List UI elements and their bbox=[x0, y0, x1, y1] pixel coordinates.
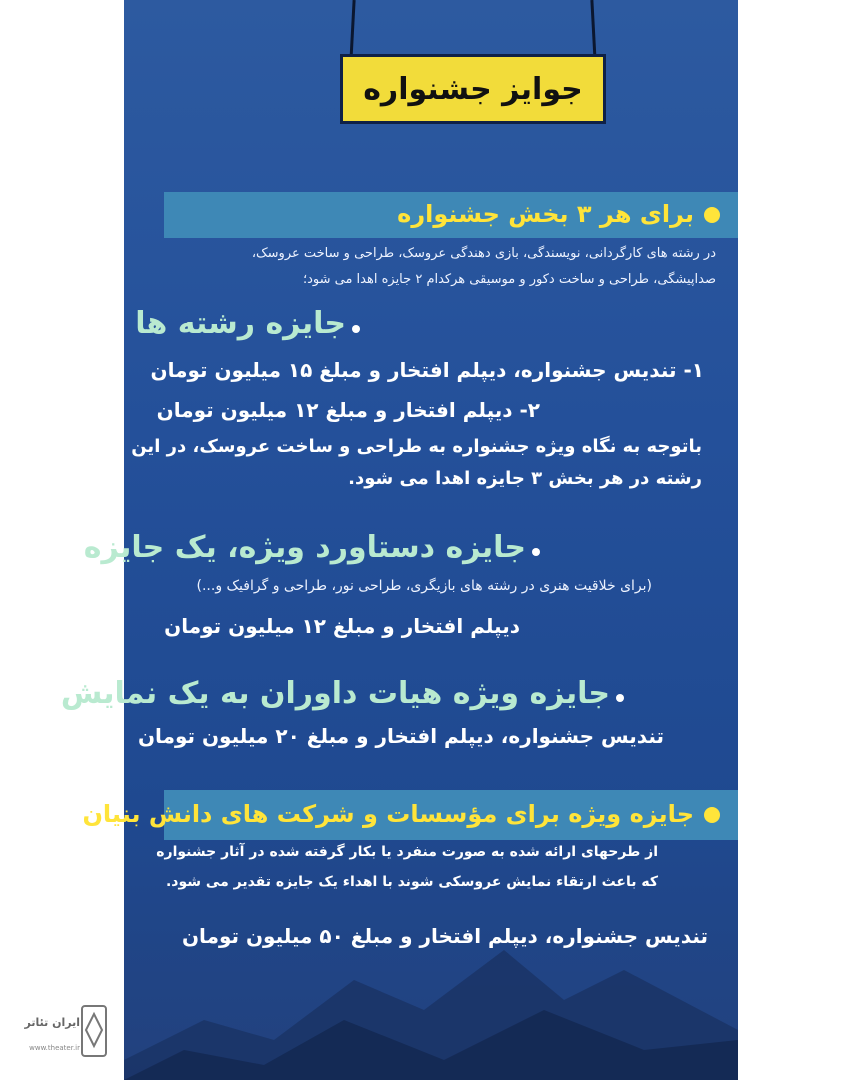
section3-bullet-icon bbox=[532, 548, 540, 556]
section3-prize: دیپلم افتخار و مبلغ ۱۲ میلیون تومان bbox=[164, 614, 520, 638]
section2-note1: باتوجه به نگاه ویژه جشنواره به طراحی و ساخت عروسک، در این bbox=[131, 436, 702, 457]
section5-line1: از طرحهای ارائه شده به صورت منفرد یا بکار گرفته شده در آثار جشنواره bbox=[156, 844, 658, 860]
theater-logo bbox=[24, 1000, 110, 1062]
section4-bullet-icon bbox=[616, 694, 624, 702]
logo-name: ایران تئاتر bbox=[24, 1016, 80, 1029]
sign-rope-left bbox=[349, 0, 355, 62]
section5-bullet-icon bbox=[704, 807, 720, 823]
sign-rope-right bbox=[590, 0, 596, 62]
section2-item2: ۲- دیپلم افتخار و مبلغ ۱۲ میلیون تومان bbox=[156, 398, 540, 422]
section4-heading: جایزه ویژه هیات داوران به یک نمایش bbox=[60, 676, 610, 711]
section4-prize: تندیس جشنواره، دیپلم افتخار و مبلغ ۲۰ میلیون تومان bbox=[137, 724, 664, 748]
section2-bullet-icon bbox=[352, 325, 360, 333]
section2-note2: رشته در هر بخش ۳ جایزه اهدا می شود. bbox=[348, 468, 702, 489]
section1-line1: در رشته های کارگردانی، نویسندگی، بازی دهندگی عروسک، طراحی و ساخت عروسک، bbox=[251, 246, 716, 261]
section1-bullet-icon bbox=[704, 207, 720, 223]
section1-line2: صداپیشگی، طراحی و ساخت دکور و موسیقی هرکدام ۲ جایزه اهدا می شود؛ bbox=[302, 272, 716, 287]
logo-site: www.theater.ir bbox=[29, 1044, 80, 1052]
section2-heading: جایزه رشته ها bbox=[135, 306, 346, 341]
sign-title: جوایز جشنواره bbox=[363, 71, 583, 107]
poster-panel bbox=[60, 0, 738, 1080]
section2-item1: ۱- تندیس جشنواره، دیپلم افتخار و مبلغ ۱۵ میلیون تومان bbox=[150, 358, 704, 382]
section5-line2: که باعث ارتقاء نمایش عروسکی شوند با اهداء یک جایزه تقدیر می شود. bbox=[165, 874, 658, 890]
section5-heading: جایزه ویژه برای مؤسسات و شرکت های دانش بنیان bbox=[82, 800, 694, 828]
section3-sub: (برای خلاقیت هنری در رشته های بازیگری، طراحی نور، طراحی و گرافیک و...) bbox=[196, 578, 652, 594]
theater-logo-icon bbox=[28, 1000, 110, 1062]
title-sign bbox=[340, 54, 606, 124]
section3-heading: جایزه دستاورد ویژه، یک جایزه bbox=[83, 530, 526, 565]
mountain-silhouette bbox=[124, 940, 738, 1080]
section5-prize: تندیس جشنواره، دیپلم افتخار و مبلغ ۵۰ میلیون تومان bbox=[181, 924, 708, 948]
section1-heading: برای هر ۳ بخش جشنواره bbox=[397, 200, 694, 228]
